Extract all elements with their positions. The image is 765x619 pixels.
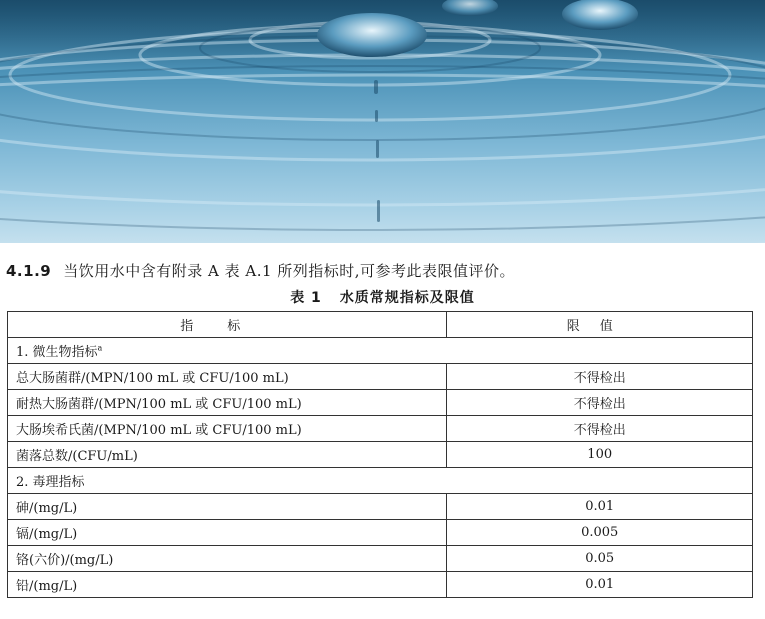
limit-cell: 0.01 — [447, 494, 753, 520]
section-heading-microbial — [8, 338, 753, 364]
section-heading-text: 1. 微生物指标 — [16, 345, 98, 360]
limit-cell: 0.01 — [447, 572, 753, 598]
table-row — [8, 572, 753, 598]
table-row — [8, 546, 753, 572]
indicator-cell: 铬(六价)/(mg/L) — [8, 546, 447, 572]
table-row — [8, 520, 753, 546]
indicator-cell: 菌落总数/(CFU/mL) — [8, 442, 447, 468]
table-header-row — [8, 312, 753, 338]
water-banner-image — [0, 0, 765, 243]
clause-number: 4.1.9 — [6, 262, 52, 280]
limit-cell: 不得检出 — [447, 416, 753, 442]
table-row — [8, 442, 753, 468]
table-row — [8, 494, 753, 520]
table-row — [8, 364, 753, 390]
section-row — [8, 468, 753, 494]
table-row — [8, 416, 753, 442]
limit-cell: 不得检出 — [447, 364, 753, 390]
limit-cell: 0.005 — [447, 520, 753, 546]
header-indicator: 指标 — [8, 312, 447, 338]
table-caption — [0, 287, 765, 307]
limit-cell: 0.05 — [447, 546, 753, 572]
indicator-cell: 镉/(mg/L) — [8, 520, 447, 546]
table-row — [8, 390, 753, 416]
section-row — [8, 338, 753, 364]
header-limit: 限值 — [447, 312, 753, 338]
indicator-cell: 耐热大肠菌群/(MPN/100 mL 或 CFU/100 mL) — [8, 390, 447, 416]
footnote-mark: a — [97, 343, 103, 353]
section-heading-toxicology: 2. 毒理指标 — [8, 468, 753, 494]
water-quality-table — [7, 311, 753, 598]
clause-paragraph — [6, 260, 515, 281]
indicator-cell: 砷/(mg/L) — [8, 494, 447, 520]
limit-cell: 100 — [447, 442, 753, 468]
indicator-cell: 总大肠菌群/(MPN/100 mL 或 CFU/100 mL) — [8, 364, 447, 390]
limit-cell: 不得检出 — [447, 390, 753, 416]
water-ripple-illustration — [0, 0, 765, 243]
clause-text: 当饮用水中含有附录 A 表 A.1 所列指标时,可参考此表限值评价。 — [63, 262, 516, 280]
table-title: 水质常规指标及限值 — [339, 290, 475, 306]
table-label: 表 1 — [290, 290, 322, 306]
indicator-cell: 大肠埃希氏菌/(MPN/100 mL 或 CFU/100 mL) — [8, 416, 447, 442]
indicator-cell: 铅/(mg/L) — [8, 572, 447, 598]
